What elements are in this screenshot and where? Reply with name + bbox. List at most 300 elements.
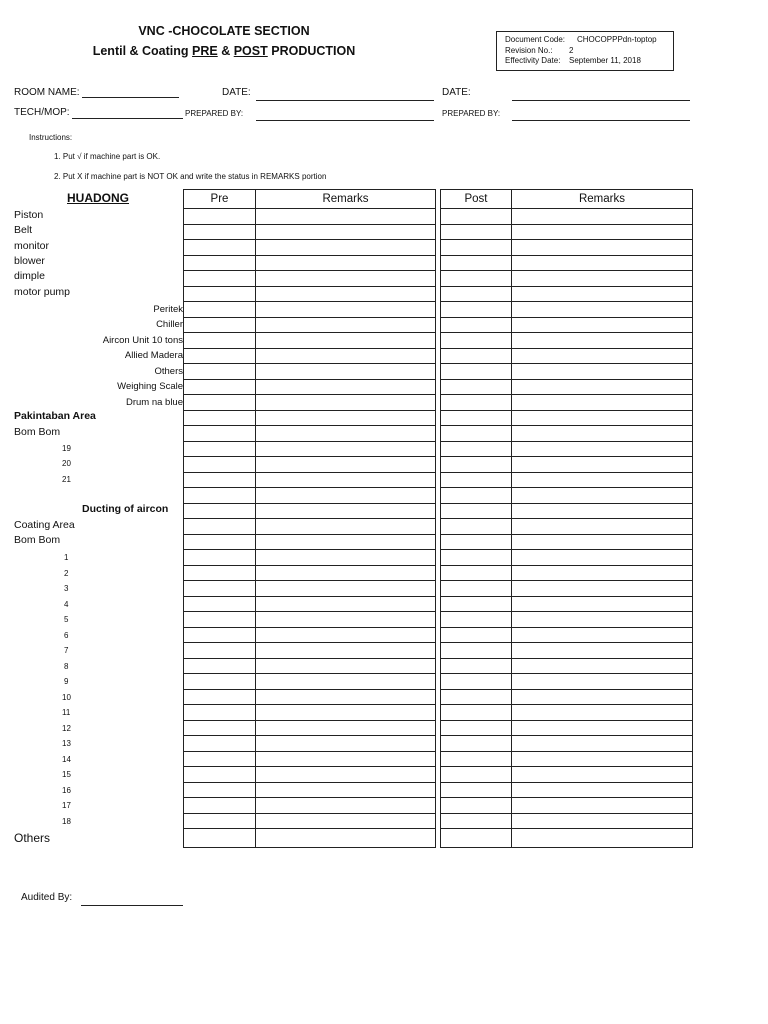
pre-remarks-cell[interactable] [256,581,436,597]
pre-check-cell[interactable] [184,503,256,519]
pre-check-cell[interactable] [184,286,256,302]
post-check-cell[interactable] [441,829,512,848]
pre-row [184,410,436,426]
pre-remarks-cell[interactable] [256,302,436,318]
pre-row [184,813,436,829]
pre-check-cell[interactable] [184,751,256,767]
effectivity-label: Effectivity Date: [505,56,561,65]
post-remarks-cell[interactable] [512,689,693,705]
item-number-5: 5 [64,615,69,624]
item-allied-madera: Allied Madera [124,350,183,361]
pre-remarks-cell[interactable] [256,829,436,848]
post-row [441,240,693,256]
pre-remarks-cell[interactable] [256,705,436,721]
item-number-19: 19 [62,444,71,453]
post-check-cell[interactable] [441,441,512,457]
post-remarks-cell[interactable] [512,488,693,504]
pre-row [184,751,436,767]
pre-remarks-cell[interactable] [256,255,436,271]
pre-remarks-cell[interactable] [256,472,436,488]
pre-row [184,503,436,519]
post-check-cell[interactable] [441,209,512,225]
post-row [441,488,693,504]
post-remarks-cell[interactable] [512,596,693,612]
pre-table-header [184,190,436,209]
post-row [441,550,693,566]
post-row [441,348,693,364]
pre-row [184,255,436,271]
item-number-15: 15 [62,770,71,779]
item-number-7: 7 [64,646,69,655]
post-row [441,705,693,721]
pre-remarks-cell[interactable] [256,689,436,705]
pre-check-cell[interactable] [184,813,256,829]
post-check-cell[interactable] [441,472,512,488]
post-row [441,410,693,426]
pre-row [184,317,436,333]
post-check-cell[interactable] [441,751,512,767]
pre-check-cell[interactable] [184,488,256,504]
pre-remarks-cell[interactable] [256,813,436,829]
item-number-6: 6 [64,631,69,640]
pre-remarks-cell[interactable] [256,379,436,395]
post-remarks-cell[interactable] [512,674,693,690]
pre-row [184,627,436,643]
post-remarks-cell[interactable] [512,767,693,783]
item-piston: Piston [14,209,44,221]
post-table-header [441,190,693,209]
post-remarks-cell[interactable] [512,379,693,395]
item-number-13: 13 [62,739,71,748]
post-check-cell[interactable] [441,410,512,426]
pre-check-cell[interactable] [184,612,256,628]
subtitle-pre: PRE [192,44,218,58]
pre-check-cell[interactable] [184,596,256,612]
post-row [441,813,693,829]
tech-mop-label: TECH/MOP: [14,107,70,118]
pre-check-cell[interactable] [184,364,256,380]
item-blower: blower [14,255,45,267]
post-check-cell[interactable] [441,782,512,798]
pre-check-cell[interactable] [184,457,256,473]
prepared-by-field-1[interactable] [256,120,434,121]
pre-remarks-cell[interactable] [256,348,436,364]
post-check-cell[interactable] [441,767,512,783]
post-check-cell[interactable] [441,550,512,566]
pre-remarks-cell[interactable] [256,643,436,659]
section-heading-huadong: HUADONG [67,191,129,205]
pre-row [184,612,436,628]
item-dimple: dimple [14,270,45,282]
post-remarks-cell[interactable] [512,317,693,333]
pre-check-cell[interactable] [184,720,256,736]
post-row [441,503,693,519]
post-check-cell[interactable] [441,503,512,519]
pre-row [184,472,436,488]
post-row [441,751,693,767]
pre-row [184,596,436,612]
item-number-21: 21 [62,475,71,484]
pre-row [184,395,436,411]
instruction-2: 2. Put X if machine part is NOT OK and write the status in REMARKS portion [54,172,327,181]
post-row [441,255,693,271]
pre-checklist-table [183,189,436,848]
pre-remarks-cell[interactable] [256,720,436,736]
pre-check-cell[interactable] [184,674,256,690]
pre-column-header: Pre [184,190,256,209]
post-check-cell[interactable] [441,317,512,333]
post-row [441,612,693,628]
item-others: Others [14,831,51,845]
post-remarks-cell[interactable] [512,441,693,457]
pre-remarks-cell[interactable] [256,457,436,473]
post-check-cell[interactable] [441,612,512,628]
post-remarks-cell[interactable] [512,751,693,767]
pre-check-cell[interactable] [184,798,256,814]
pre-check-cell[interactable] [184,534,256,550]
subtitle-post: POST [233,44,268,58]
post-remarks-cell[interactable] [512,581,693,597]
pre-check-cell[interactable] [184,317,256,333]
pre-remarks-cell[interactable] [256,612,436,628]
post-remarks-cell[interactable] [512,364,693,380]
post-row [441,441,693,457]
pre-row [184,829,436,848]
pre-row [184,441,436,457]
pre-row [184,674,436,690]
post-remarks-cell[interactable] [512,286,693,302]
post-checklist-table [440,189,693,848]
pre-row [184,333,436,349]
pre-row [184,302,436,318]
post-check-cell[interactable] [441,798,512,814]
prepared-by-label-1: PREPARED BY: [185,109,244,118]
item-motor-pump: motor pump [14,286,71,298]
pre-row [184,782,436,798]
post-remarks-cell[interactable] [512,410,693,426]
post-row [441,798,693,814]
pre-row [184,457,436,473]
pre-remarks-cell[interactable] [256,767,436,783]
pre-remarks-cell[interactable] [256,751,436,767]
post-row [441,379,693,395]
pre-row [184,689,436,705]
pre-check-cell[interactable] [184,643,256,659]
pre-remarks-cell[interactable] [256,658,436,674]
post-check-cell[interactable] [441,426,512,442]
form-subtitle [0,44,448,58]
post-check-cell[interactable] [441,224,512,240]
post-remarks-cell[interactable] [512,798,693,814]
post-remarks-cell[interactable] [512,829,693,848]
date-label-1: DATE: [222,87,251,98]
pre-remarks-cell[interactable] [256,798,436,814]
pre-check-cell[interactable] [184,395,256,411]
post-remarks-cell[interactable] [512,534,693,550]
pre-remarks-cell[interactable] [256,782,436,798]
pre-row [184,224,436,240]
tech-mop-field[interactable] [72,118,183,119]
item-peritek: Peritek [153,304,183,315]
pre-remarks-column-header: Remarks [256,190,436,209]
pre-check-cell[interactable] [184,271,256,287]
post-remarks-cell[interactable] [512,457,693,473]
pre-row [184,348,436,364]
post-remarks-cell[interactable] [512,395,693,411]
post-row [441,581,693,597]
item-number-18: 18 [62,817,71,826]
post-check-cell[interactable] [441,720,512,736]
post-row [441,689,693,705]
post-remarks-cell[interactable] [512,348,693,364]
post-row [441,627,693,643]
post-check-cell[interactable] [441,813,512,829]
pre-check-cell[interactable] [184,240,256,256]
date-field-1[interactable] [256,100,434,101]
audited-by-label: Audited By: [21,892,73,903]
pre-row [184,767,436,783]
post-row [441,271,693,287]
post-column-header: Post [441,190,512,209]
item-number-3: 3 [64,584,69,593]
section-ducting-of-aircon: Ducting of aircon [82,503,169,515]
pre-check-cell[interactable] [184,426,256,442]
pre-check-cell[interactable] [184,658,256,674]
pre-check-cell[interactable] [184,472,256,488]
prepared-by-field-2[interactable] [512,120,690,121]
item-chiller: Chiller [156,319,183,330]
post-row [441,519,693,535]
pre-row [184,581,436,597]
pre-row [184,658,436,674]
pre-remarks-cell[interactable] [256,364,436,380]
post-check-cell[interactable] [441,379,512,395]
pre-row [184,519,436,535]
prepared-by-label-2: PREPARED BY: [442,109,501,118]
pre-check-cell[interactable] [184,565,256,581]
item-number-9: 9 [64,677,69,686]
post-remarks-cell[interactable] [512,503,693,519]
post-check-cell[interactable] [441,302,512,318]
post-row [441,472,693,488]
post-remarks-column-header: Remarks [512,190,693,209]
item-bom-bom-2: Bom Bom [14,534,61,546]
doc-code-label: Document Code: [505,35,566,44]
pre-check-cell[interactable] [184,519,256,535]
pre-row [184,271,436,287]
post-row [441,286,693,302]
pre-check-cell[interactable] [184,689,256,705]
pre-row [184,534,436,550]
post-check-cell[interactable] [441,286,512,302]
post-remarks-cell[interactable] [512,736,693,752]
pre-check-cell[interactable] [184,255,256,271]
section-pakintaban-area: Pakintaban Area [14,410,96,422]
pre-remarks-cell[interactable] [256,333,436,349]
date-label-2: DATE: [442,87,471,98]
post-remarks-cell[interactable] [512,658,693,674]
post-remarks-cell[interactable] [512,209,693,225]
post-row [441,658,693,674]
pre-remarks-cell[interactable] [256,426,436,442]
pre-remarks-cell[interactable] [256,736,436,752]
date-field-2[interactable] [512,100,690,101]
post-row [441,736,693,752]
pre-remarks-cell[interactable] [256,519,436,535]
post-remarks-cell[interactable] [512,426,693,442]
pre-remarks-cell[interactable] [256,565,436,581]
post-check-cell[interactable] [441,565,512,581]
post-check-cell[interactable] [441,689,512,705]
pre-row [184,286,436,302]
pre-remarks-cell[interactable] [256,240,436,256]
item-number-1: 1 [64,553,69,562]
pre-check-cell[interactable] [184,581,256,597]
item-number-17: 17 [62,801,71,810]
item-aircon-unit: Aircon Unit 10 tons [102,335,183,346]
document-info-box [496,31,674,71]
pre-check-cell[interactable] [184,209,256,225]
pre-check-cell[interactable] [184,705,256,721]
pre-check-cell[interactable] [184,550,256,566]
post-row [441,720,693,736]
instructions-title: Instructions: [29,133,73,142]
pre-row [184,209,436,225]
post-check-cell[interactable] [441,596,512,612]
post-check-cell[interactable] [441,674,512,690]
pre-check-cell[interactable] [184,410,256,426]
pre-remarks-cell[interactable] [256,441,436,457]
post-row [441,426,693,442]
post-row [441,674,693,690]
pre-row [184,736,436,752]
post-row [441,782,693,798]
pre-check-cell[interactable] [184,782,256,798]
item-number-11: 11 [62,708,71,717]
subtitle-part-b: PRODUCTION [267,44,356,58]
post-check-cell[interactable] [441,658,512,674]
post-remarks-cell[interactable] [512,782,693,798]
item-number-14: 14 [62,755,71,764]
post-remarks-cell[interactable] [512,472,693,488]
post-row [441,333,693,349]
pre-remarks-cell[interactable] [256,503,436,519]
post-check-cell[interactable] [441,457,512,473]
pre-remarks-cell[interactable] [256,410,436,426]
post-check-cell[interactable] [441,333,512,349]
subtitle-amp: & [217,44,234,58]
pre-remarks-cell[interactable] [256,224,436,240]
pre-remarks-cell[interactable] [256,209,436,225]
pre-remarks-cell[interactable] [256,395,436,411]
post-remarks-cell[interactable] [512,333,693,349]
post-remarks-cell[interactable] [512,271,693,287]
item-number-16: 16 [62,786,71,795]
post-remarks-cell[interactable] [512,643,693,659]
pre-remarks-cell[interactable] [256,317,436,333]
post-check-cell[interactable] [441,240,512,256]
item-others-small: Others [154,366,183,377]
room-name-field[interactable] [82,97,179,98]
post-row [441,209,693,225]
post-check-cell[interactable] [441,364,512,380]
post-remarks-cell[interactable] [512,519,693,535]
post-remarks-cell[interactable] [512,224,693,240]
form-title: VNC -CHOCOLATE SECTION [138,24,310,38]
pre-row [184,705,436,721]
post-check-cell[interactable] [441,581,512,597]
pre-check-cell[interactable] [184,348,256,364]
audited-by-field[interactable] [81,905,183,906]
item-number-20: 20 [62,459,71,468]
pre-check-cell[interactable] [184,736,256,752]
post-check-cell[interactable] [441,627,512,643]
pre-row [184,426,436,442]
post-row [441,829,693,848]
post-check-cell[interactable] [441,395,512,411]
post-remarks-cell[interactable] [512,255,693,271]
pre-check-cell[interactable] [184,333,256,349]
pre-remarks-cell[interactable] [256,286,436,302]
post-check-cell[interactable] [441,705,512,721]
pre-check-cell[interactable] [184,302,256,318]
post-check-cell[interactable] [441,488,512,504]
pre-remarks-cell[interactable] [256,596,436,612]
post-check-cell[interactable] [441,519,512,535]
post-row [441,224,693,240]
pre-check-cell[interactable] [184,829,256,848]
pre-row [184,643,436,659]
post-check-cell[interactable] [441,255,512,271]
post-row [441,565,693,581]
pre-remarks-cell[interactable] [256,271,436,287]
post-check-cell[interactable] [441,643,512,659]
pre-remarks-cell[interactable] [256,488,436,504]
pre-check-cell[interactable] [184,379,256,395]
post-check-cell[interactable] [441,534,512,550]
effectivity-value: September 11, 2018 [569,56,641,65]
pre-check-cell[interactable] [184,441,256,457]
post-remarks-cell[interactable] [512,550,693,566]
post-remarks-cell[interactable] [512,565,693,581]
post-row [441,317,693,333]
pre-remarks-cell[interactable] [256,534,436,550]
pre-remarks-cell[interactable] [256,627,436,643]
post-remarks-cell[interactable] [512,302,693,318]
item-number-4: 4 [64,600,69,609]
pre-remarks-cell[interactable] [256,550,436,566]
pre-check-cell[interactable] [184,767,256,783]
pre-remarks-cell[interactable] [256,674,436,690]
post-check-cell[interactable] [441,736,512,752]
post-remarks-cell[interactable] [512,627,693,643]
doc-code-value: CHOCOPPPdn-toptop [577,35,657,44]
post-check-cell[interactable] [441,271,512,287]
post-remarks-cell[interactable] [512,720,693,736]
post-remarks-cell[interactable] [512,705,693,721]
post-row [441,302,693,318]
post-check-cell[interactable] [441,348,512,364]
pre-row [184,240,436,256]
section-coating-area: Coating Area [14,519,75,531]
room-name-label: ROOM NAME: [14,87,80,98]
pre-check-cell[interactable] [184,224,256,240]
post-remarks-cell[interactable] [512,813,693,829]
post-remarks-cell[interactable] [512,612,693,628]
post-remarks-cell[interactable] [512,240,693,256]
pre-check-cell[interactable] [184,627,256,643]
revision-value: 2 [569,45,574,55]
